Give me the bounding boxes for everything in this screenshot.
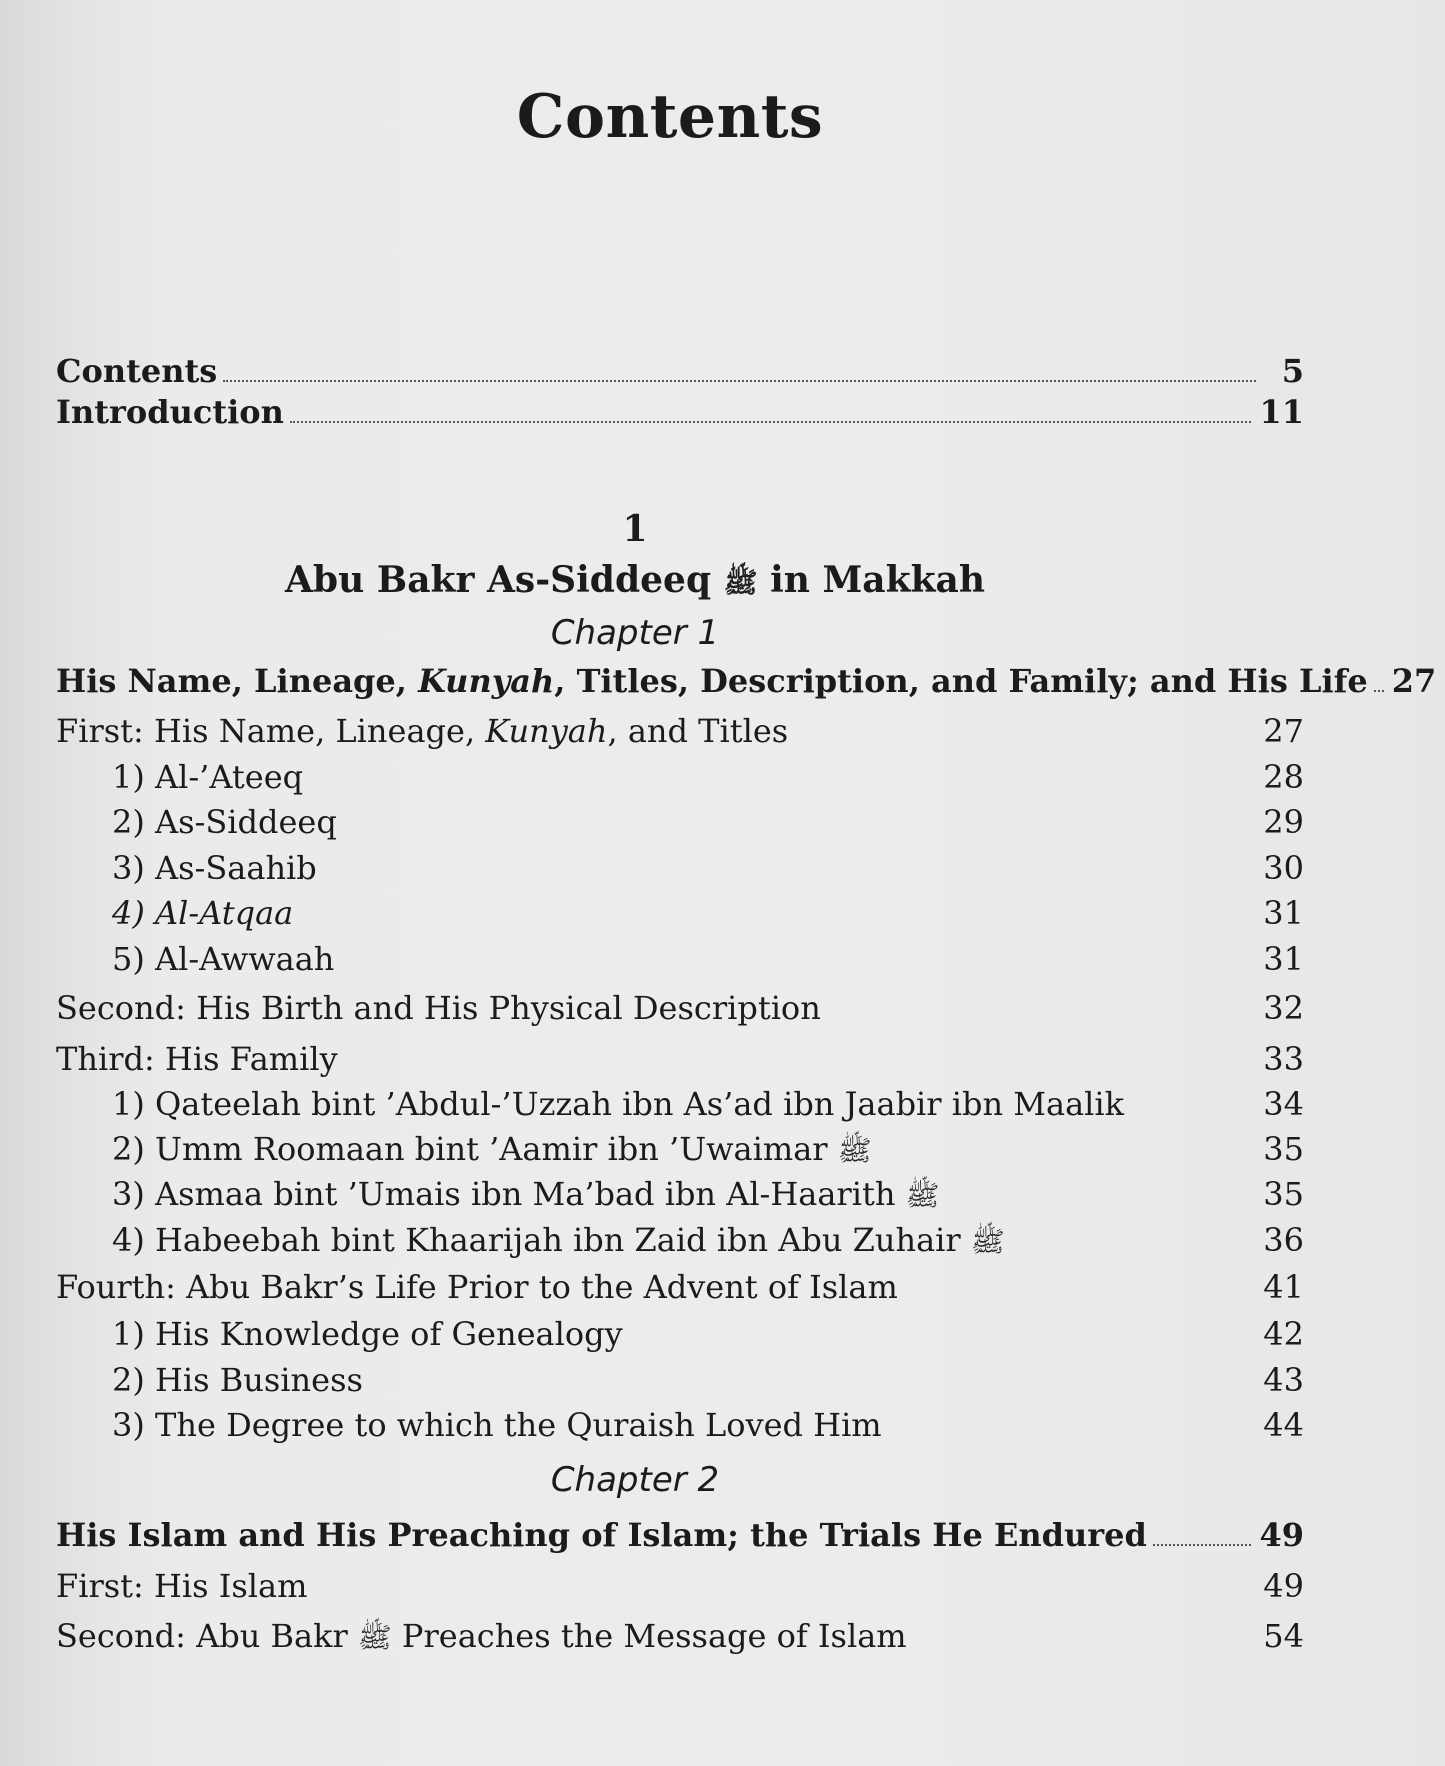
entry-page: 32 [1263,989,1304,1027]
toc-entry-fourth[interactable] [56,1268,1304,1306]
entry-page: 27 [1391,662,1437,700]
toc-entry-first[interactable] [56,712,1304,750]
label-italic: Kunyah [418,662,555,700]
entry-page: 28 [1263,758,1304,796]
label-part: His Name, Lineage, [56,662,419,700]
entry-label: 2) As-Siddeeq [112,803,337,841]
page-title: Contents [516,82,824,152]
honorific-icon: ﷺ [970,1225,1005,1258]
toc-entry-life-2[interactable] [112,1361,1304,1399]
entry-page: 11 [1259,393,1304,431]
chapter-1-heading: Chapter 1 [550,613,720,653]
toc-entry-chapter1-main[interactable] [56,662,1437,700]
entry-page: 31 [1263,894,1304,932]
entry-page: 36 [1263,1221,1304,1259]
entry-label [56,662,1368,700]
entry-label: 5) Al-Awwaah [112,940,335,978]
dot-leader [1374,690,1384,692]
entry-page: 49 [1259,1516,1304,1554]
toc-entry-title-3[interactable] [112,849,1304,887]
dot-leader [1153,1544,1252,1546]
entry-label: Second: His Birth and His Physical Description [56,989,821,1027]
label-part: , and Titles [607,712,789,750]
entry-label: 1) Al-’Ateeq [112,758,304,796]
entry-label: 2) His Business [112,1361,363,1399]
honorific-icon: ﷺ [905,1179,940,1212]
entry-page: 43 [1263,1361,1304,1399]
label-part: Second: Abu Bakr [56,1617,348,1655]
dot-leader [290,421,1252,423]
entry-label [112,1221,1005,1265]
label-text: 2) Umm Roomaan bint ’Aamir ibn ’Uwaimar [112,1130,828,1168]
label-part: Preaches the Message of Islam [401,1617,907,1655]
entry-page: 31 [1263,940,1304,978]
toc-entry-life-3[interactable] [112,1406,1304,1444]
label-text: 3) Asmaa bint ’Umais ibn Ma’bad ibn Al-Haarith [112,1175,896,1213]
entry-label: 4) Al-Atqaa [112,894,294,932]
toc-entry-second[interactable] [56,989,1304,1027]
honorific-icon: ﷺ [723,566,758,599]
toc-entry-life-1[interactable] [112,1315,1304,1353]
entry-page: 42 [1263,1315,1304,1353]
toc-entry-ch2-second[interactable] [56,1617,1304,1661]
entry-label [56,712,788,750]
entry-page: 35 [1263,1175,1304,1213]
entry-page: 33 [1263,1040,1304,1078]
entry-label: Introduction [56,393,284,431]
entry-label: Fourth: Abu Bakr’s Life Prior to the Advent of Islam [56,1268,898,1306]
entry-label: His Islam and His Preaching of Islam; the Trials He Endured [56,1516,1147,1554]
entry-page: 54 [1263,1617,1304,1655]
toc-entry-family-3[interactable] [112,1175,1304,1219]
part-title-text: Abu Bakr As-Siddeeq [284,559,712,601]
entry-page: 29 [1263,803,1304,841]
entry-label: 1) Qateelah bint ’Abdul-’Uzzah ibn As’ad ibn Jaabir ibn Maalik [112,1085,1125,1123]
chapter-2-heading: Chapter 2 [550,1460,720,1500]
toc-entry-introduction[interactable] [56,393,1304,431]
label-part: First: His Name, Lineage, [56,712,486,750]
label-text: 4) Habeebah bint Khaarijah ibn Zaid ibn Abu Zuhair [112,1221,961,1259]
label-part: , Titles, Description, and Family; and His Life [554,662,1368,700]
toc-entry-ch2-first[interactable] [56,1567,1304,1605]
honorific-icon: ﷺ [837,1134,872,1167]
part-title-end: in Makkah [770,559,986,601]
toc-entry-family-1[interactable] [112,1085,1304,1123]
label-italic: Kunyah [485,712,608,750]
entry-label: Contents [56,352,218,390]
entry-page: 5 [1281,352,1304,390]
entry-label: First: His Islam [56,1567,308,1605]
entry-page: 49 [1263,1567,1304,1605]
toc-entry-title-1[interactable] [112,758,1304,796]
entry-label [56,1617,907,1661]
entry-page: 30 [1263,849,1304,887]
entry-page: 41 [1263,1268,1304,1306]
part-title [0,559,1270,606]
honorific-icon: ﷺ [357,1621,392,1654]
entry-label: 3) As-Saahib [112,849,317,887]
entry-label [112,1130,872,1174]
toc-entry-title-4[interactable] [112,894,1304,932]
toc-entry-chapter2-main[interactable] [56,1516,1304,1554]
entry-label: 1) His Knowledge of Genealogy [112,1315,623,1353]
entry-label: 3) The Degree to which the Quraish Loved Him [112,1406,882,1444]
dot-leader [223,380,1256,382]
toc-entry-title-5[interactable] [112,940,1304,978]
toc-entry-family-4[interactable] [112,1221,1304,1265]
toc-entry-family-2[interactable] [112,1130,1304,1174]
part-number: 1 [622,508,648,550]
toc-entry-title-2[interactable] [112,803,1304,841]
toc-entry-contents[interactable] [56,352,1304,390]
toc-entry-third[interactable] [56,1040,1304,1078]
entry-page: 27 [1263,712,1304,750]
entry-label [112,1175,939,1219]
entry-page: 34 [1263,1085,1304,1123]
entry-label: Third: His Family [56,1040,338,1078]
entry-page: 44 [1263,1406,1304,1444]
entry-page: 35 [1263,1130,1304,1168]
